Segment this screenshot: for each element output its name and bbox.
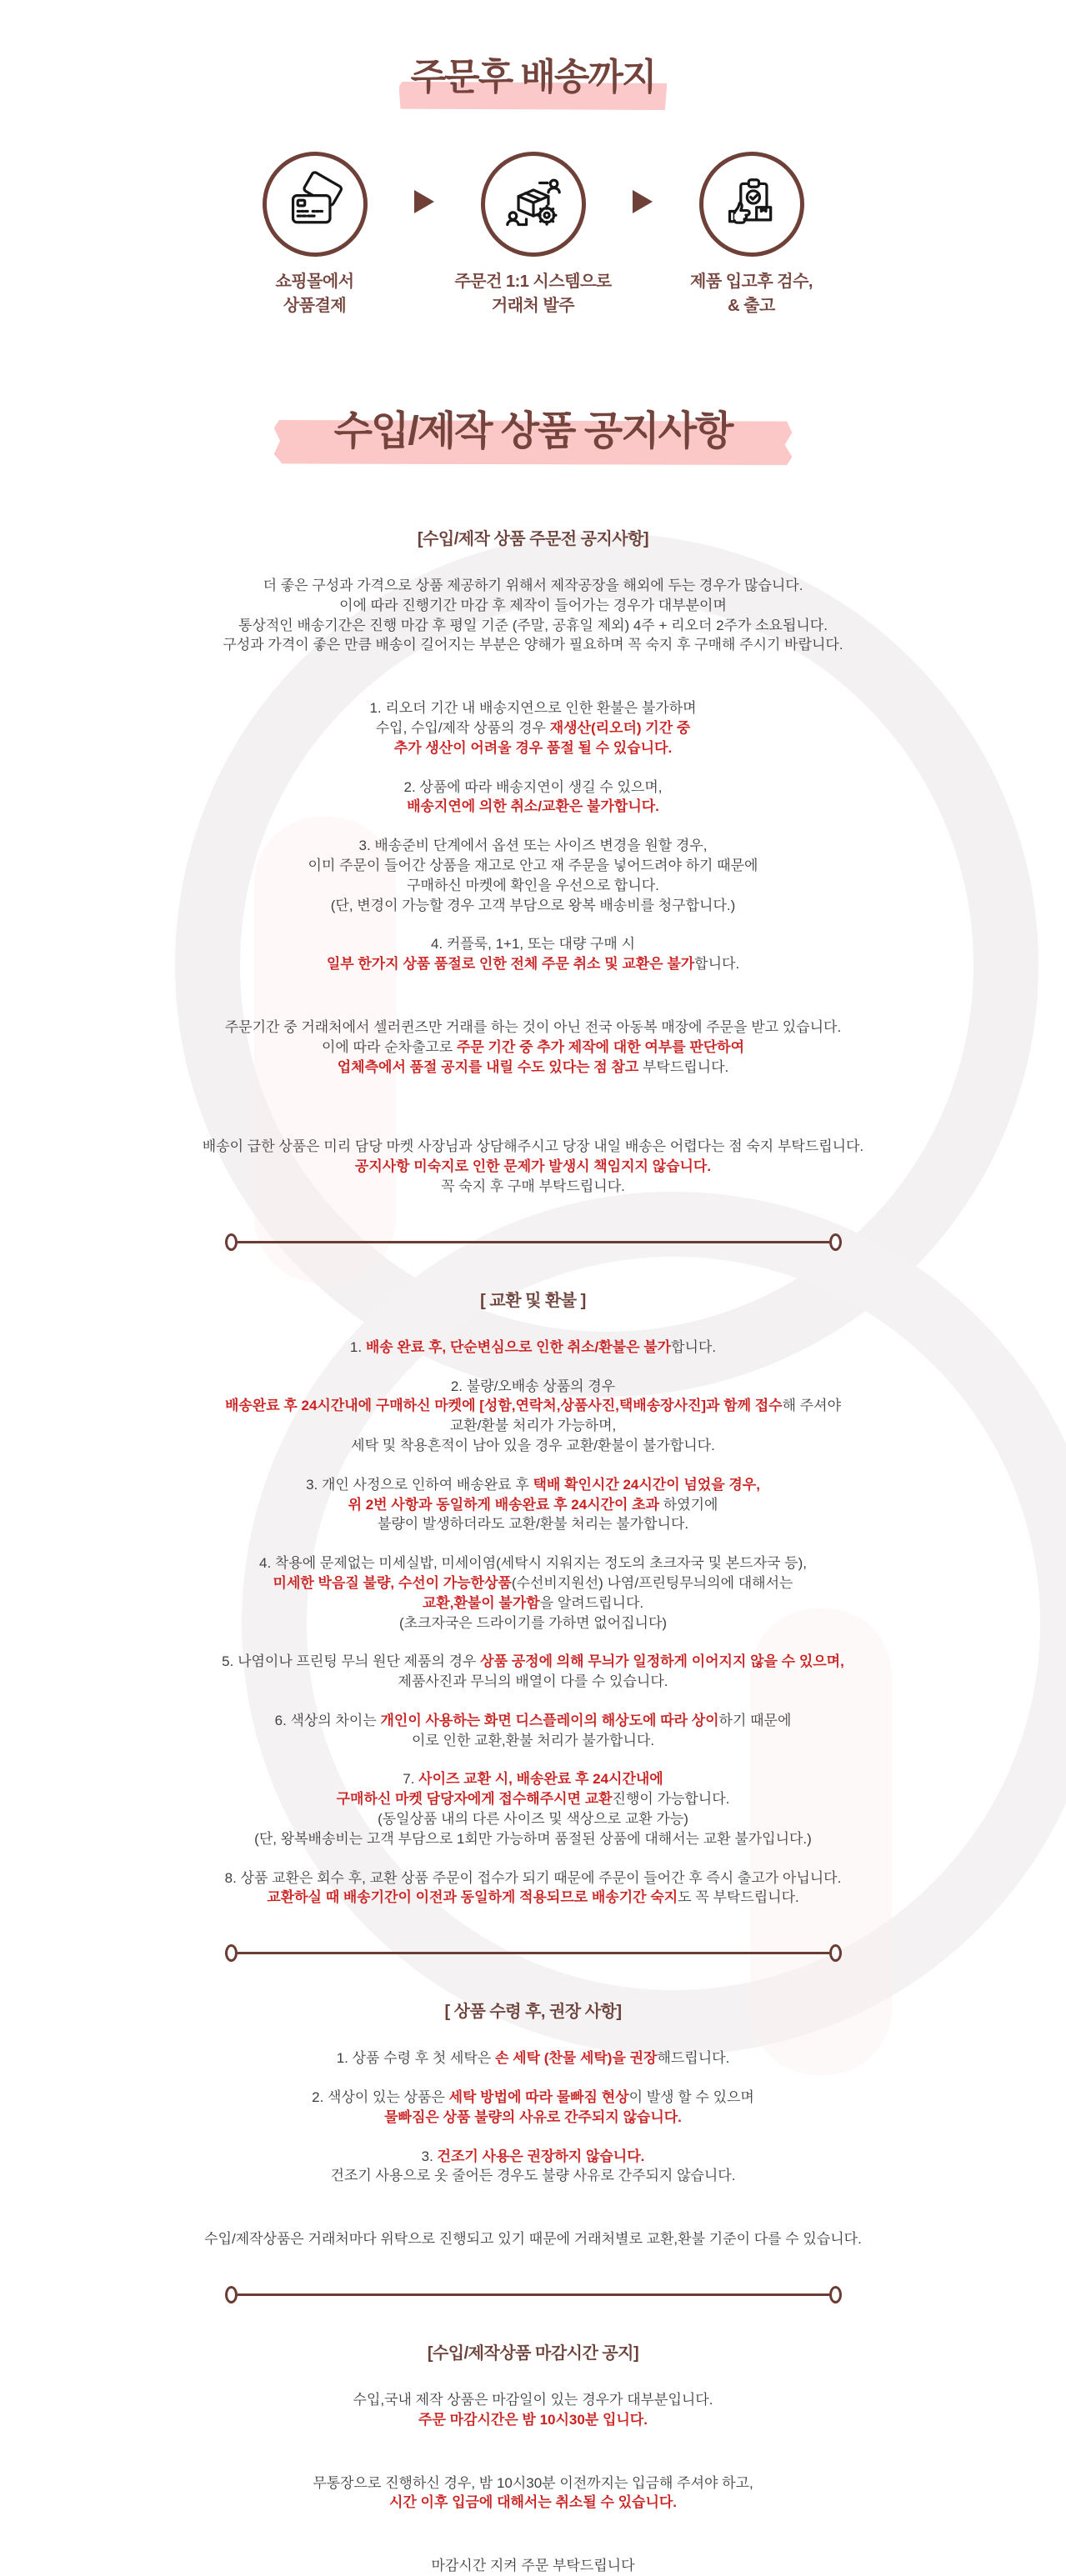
- text-line: [142, 2229, 925, 2249]
- body-text: 5. 나염이나 프린팅 무늬 원단 제품의 경우: [222, 1653, 480, 1669]
- paragraph: [142, 576, 925, 655]
- body-text: 6. 색상의 차이는: [275, 1713, 381, 1728]
- text-line: [142, 576, 925, 596]
- text-line: [142, 1436, 925, 1456]
- body-text: 이 발생 할 수 있으며: [629, 2089, 754, 2105]
- highlighted-text: 교환하실 때 배송기간이 이전과 동일하게 적용되므로 배송기간 숙지: [267, 1889, 678, 1905]
- highlighted-text: 주문 기간 중 추가 제작에 대한 여부를 판단하여: [457, 1039, 744, 1055]
- body-text: 3.: [422, 2148, 438, 2164]
- body-text: 7.: [403, 1771, 418, 1787]
- step-circle: [263, 152, 368, 257]
- text-line: [142, 896, 925, 916]
- highlighted-text: 배송완료 후 24시간내에 구매하신 마켓에 [성함,연락처,상품사진,택배송장사진]과 함께 접수: [225, 1398, 783, 1413]
- divider-ring-icon: [225, 1233, 238, 1251]
- paragraph: [142, 2088, 925, 2128]
- text-line: [142, 1038, 925, 1058]
- paragraph: [142, 1377, 925, 1456]
- text-line: [142, 1018, 925, 1038]
- body-text: 구매하신 마켓에 확인을 우선으로 합니다.: [407, 878, 659, 893]
- text-line: [142, 718, 925, 738]
- text-line: [142, 1868, 925, 1888]
- text-line: [142, 1553, 925, 1573]
- body-text: (단, 왕복배송비는 고객 부담으로 1회만 가능하며 품절된 상품에 대해서는 교환 불가입니다.): [254, 1831, 812, 1847]
- divider-ring-icon: [225, 2286, 238, 2303]
- body-text: 건조기 사용으로 옷 줄어든 경우도 불량 사유로 간주되지 않습니다.: [331, 2168, 736, 2183]
- highlighted-text: 주문 마감시간은 밤 10시30분 입니다.: [418, 2412, 648, 2428]
- body-text: 꼭 숙지 후 구매 부탁드립니다.: [441, 1178, 625, 1194]
- body-text: 하였기에: [659, 1497, 718, 1513]
- body-text: (단, 변경이 가능할 경우 고객 부담으로 왕복 배송비를 청구합니다.): [331, 898, 736, 913]
- paragraph: [142, 836, 925, 915]
- section-divider: [225, 1233, 842, 1251]
- paragraph: [142, 1475, 925, 1534]
- order-system-icon: [505, 176, 562, 233]
- text-line: [142, 596, 925, 616]
- text-line: [142, 616, 925, 636]
- step-label-line: 쇼핑몰에서: [218, 270, 412, 294]
- body-text: 부탁드립니다.: [638, 1059, 728, 1075]
- body-text: 1. 리오더 기간 내 배송지연으로 인한 환불은 불가하며: [369, 700, 696, 716]
- paragraph: [142, 2048, 925, 2068]
- notice-title: 수입/제작 상품 공지사항: [313, 398, 754, 456]
- body-text: 3. 개인 사정으로 인하여 배송완료 후: [306, 1477, 533, 1493]
- highlighted-text: 개인이 사용하는 화면 디스플레이의 해상도에 따라 상이: [381, 1713, 719, 1728]
- body-text: 도 꼭 부탁드립니다.: [678, 1889, 799, 1905]
- step-label-line: 주문건 1:1 시스템으로: [437, 270, 630, 294]
- highlighted-text: 미세한 박음질 불량, 수선이 가능한상품: [273, 1575, 512, 1591]
- paragraph: [142, 1868, 925, 1908]
- text-line: [142, 2088, 925, 2108]
- text-line: [142, 2556, 925, 2576]
- divider-line: [238, 1241, 829, 1243]
- text-line: [142, 1672, 925, 1692]
- body-text: 수입,국내 제작 상품은 마감일이 있는 경우가 대부분입니다.: [353, 2392, 713, 2408]
- body-text: 이에 따라 진행기간 마감 후 제작이 들어가는 경우가 대부분이며: [339, 598, 727, 613]
- highlighted-text: 추가 생산이 어려울 경우 품절 될 수 있습니다.: [394, 740, 672, 756]
- body-text: 2. 불량/오배송 상품의 경우: [451, 1378, 615, 1394]
- step-arrow: [630, 190, 655, 218]
- body-text: 불량이 발생하더라도 교환/환불 처리는 불가합니다.: [378, 1516, 688, 1532]
- body-text: 배송이 급한 상품은 미리 담당 마켓 사장님과 상담해주시고 당장 내일 배송은 어렵다는 점 숙지 부탁드립니다.: [203, 1138, 863, 1154]
- inspection-icon: [723, 176, 780, 233]
- highlighted-text: 재생산(리오더) 기간 중: [550, 720, 691, 736]
- highlighted-text: 일부 한가지 상품 품절로 인한 전체 주문 취소 및 교환은 불가: [327, 956, 694, 972]
- text-line: [142, 797, 925, 817]
- text-line: [142, 1789, 925, 1809]
- highlighted-text: 공지사항 미숙지로 인한 문제가 발생시 책임지지 않습니다.: [355, 1158, 711, 1174]
- text-line: [142, 1396, 925, 1416]
- body-text: 통상적인 배송기간은 진행 마감 후 평일 기준 (주말, 공휴일 제외) 4주 + 리오더 2주가 소요됩니다.: [238, 618, 828, 633]
- step-label-line: 제품 입고후 검수,: [655, 270, 848, 294]
- section-heading: [수입/제작상품 마감시간 공지]: [117, 2342, 950, 2365]
- notice-title-row: [117, 398, 950, 456]
- body-text: 1.: [350, 1339, 366, 1355]
- body-text: 하기 때문에: [719, 1713, 792, 1728]
- divider-ring-icon: [829, 1944, 842, 1962]
- text-line: [142, 635, 925, 655]
- section-divider: [225, 1944, 842, 1962]
- text-line: [142, 778, 925, 798]
- paragraph: [142, 2473, 925, 2513]
- divider-line: [238, 1952, 829, 1954]
- credit-card-icon: [287, 176, 343, 233]
- body-text: 진행이 가능합니다.: [613, 1791, 730, 1807]
- text-line: [142, 856, 925, 876]
- text-line: [142, 738, 925, 758]
- text-line: [142, 2048, 925, 2068]
- body-text: 구성과 가격이 좋은 만큼 배송이 길어지는 부분은 양해가 필요하며 꼭 숙지 후 구매해 주시기 바랍니다.: [223, 637, 843, 653]
- body-text: 4. 착용에 문제없는 미세실밥, 미세이염(세탁시 지워지는 정도의 초크자국 및 본드자국 등),: [259, 1555, 807, 1571]
- step-label: [218, 270, 412, 318]
- step-circle: [481, 152, 586, 257]
- delivery-process-title-row: [117, 0, 950, 100]
- shipping-notice-page: [117, 0, 950, 2417]
- body-text: 주문기간 중 거래처에서 셀러퀸즈만 거래를 하는 것이 아닌 전국 아동복 매장에 주문을 받고 있습니다.: [225, 1019, 841, 1035]
- text-line: [142, 1377, 925, 1397]
- step-arrow: [412, 190, 437, 218]
- paragraph: [142, 1137, 925, 1196]
- text-line: [142, 2390, 925, 2410]
- highlighted-text: 시간 이후 입금에 대해서는 취소될 수 있습니다.: [389, 2494, 677, 2510]
- arrow-right-icon: [633, 190, 653, 213]
- text-line: [142, 1809, 925, 1829]
- highlighted-text: 세탁 방법에 따라 물빠짐 현상: [449, 2089, 629, 2105]
- body-text: 합니다.: [671, 1339, 716, 1355]
- body-text: 해 주셔야: [783, 1398, 841, 1413]
- section-heading: [수입/제작 상품 주문전 공지사항]: [117, 528, 950, 551]
- process-step-payment: [218, 152, 412, 318]
- step-label: [437, 270, 630, 318]
- section-heading: [ 상품 수령 후, 권장 사항]: [117, 2000, 950, 2023]
- text-line: [142, 1613, 925, 1633]
- text-line: [142, 1573, 925, 1593]
- body-text: 2. 색상이 있는 상품은: [312, 2089, 448, 2105]
- body-text: 수입, 수입/제작 상품의 경우: [376, 720, 550, 736]
- step-label-line: 상품결제: [218, 294, 412, 318]
- section-heading: [ 교환 및 환불 ]: [117, 1289, 950, 1313]
- body-text: 수입/제작상품은 거래처마다 위탁으로 진행되고 있기 때문에 거래처별로 교환,환불 기준이 다를 수 있습니다.: [204, 2231, 862, 2247]
- highlighted-text: 업체측에서 품절 공지를 내릴 수도 있다는 점 참고: [338, 1059, 639, 1075]
- text-line: [142, 2410, 925, 2430]
- paragraph: [142, 1769, 925, 1848]
- text-line: [142, 698, 925, 718]
- paragraph: [142, 2147, 925, 2187]
- text-line: [142, 2166, 925, 2186]
- body-text: 무통장으로 진행하신 경우, 밤 10시30분 이전까지는 입금해 주셔야 하고,: [313, 2475, 753, 2491]
- text-line: [142, 1416, 925, 1436]
- text-line: [142, 2147, 925, 2167]
- highlighted-text: 배송지연에 의한 취소/교환은 불가합니다.: [407, 798, 659, 814]
- text-line: [142, 2493, 925, 2513]
- highlighted-text: 상품 공정에 의해 무늬가 일정하게 이어지지 않을 수 있으며,: [480, 1653, 844, 1669]
- paragraph: [142, 698, 925, 758]
- paragraph: [142, 1338, 925, 1358]
- paragraph: [142, 1018, 925, 1077]
- paragraph: [142, 1711, 925, 1751]
- body-text: 세탁 및 착용흔적이 남아 있을 경우 교환/환불이 불가합니다.: [351, 1438, 715, 1453]
- body-text: 3. 배송준비 단계에서 옵션 또는 사이즈 변경을 원할 경우,: [359, 838, 708, 853]
- text-line: [142, 2473, 925, 2493]
- highlighted-text: 배송 완료 후, 단순변심으로 인한 취소/환불은 불가: [366, 1339, 671, 1355]
- section-divider: [225, 2286, 842, 2303]
- highlighted-text: 손 세탁 (찬물 세탁)을 권장: [495, 2050, 657, 2066]
- step-label-line: & 출고: [655, 294, 848, 318]
- body-text: (동일상품 내의 다른 사이즈 및 색상으로 교환 가능): [378, 1811, 688, 1827]
- body-text: 이로 인한 교환,환불 처리가 불가합니다.: [412, 1733, 654, 1748]
- process-step-order-system: [437, 152, 630, 318]
- body-text: 마감시간 지켜 주문 부탁드립니다: [431, 2558, 634, 2573]
- paragraph: [142, 2556, 925, 2576]
- body-text: 제품사진과 무늬의 배열이 다를 수 있습니다.: [398, 1673, 668, 1689]
- highlighted-text: 구매하신 마켓 담당자에게 접수해주시면 교환: [337, 1791, 613, 1807]
- text-line: [142, 1177, 925, 1197]
- arrow-right-icon: [414, 190, 434, 213]
- paragraph: [142, 934, 925, 974]
- highlighted-text: 택배 확인시간 24시간이 넘었을 경우,: [533, 1477, 760, 1493]
- body-text: 을 알려드립니다.: [540, 1595, 643, 1611]
- body-text: 합니다.: [694, 956, 739, 972]
- paragraph: [142, 1652, 925, 1692]
- body-text: 8. 상품 교환은 회수 후, 교환 상품 주문이 접수가 되기 때문에 주문이 들어간 후 즉시 출고가 아닙니다.: [225, 1870, 842, 1886]
- text-line: [142, 1338, 925, 1358]
- process-steps: [117, 152, 950, 318]
- text-line: [142, 1495, 925, 1515]
- notice-content: [117, 528, 950, 2576]
- body-text: (초크자국은 드라이기를 가하면 없어집니다): [399, 1615, 667, 1631]
- divider-line: [238, 2293, 829, 2296]
- body-text: 1. 상품 수령 후 첫 세탁은: [337, 2050, 495, 2066]
- page-title: 주문후 배송까지: [411, 47, 656, 100]
- text-line: [142, 2108, 925, 2128]
- text-line: [142, 1137, 925, 1157]
- text-line: [142, 1731, 925, 1751]
- highlighted-text: 위 2번 사항과 동일하게 배송완료 후 24시간이 초과: [348, 1497, 659, 1513]
- step-label: [655, 270, 848, 318]
- process-step-inspection: [655, 152, 848, 318]
- text-line: [142, 1888, 925, 1908]
- text-line: [142, 954, 925, 974]
- text-line: [142, 876, 925, 896]
- body-text: (수선비지원선) 나염/프린팅무늬의에 대해서는: [512, 1575, 793, 1591]
- body-text: 이에 따라 순차출고로: [322, 1039, 457, 1055]
- step-label-line: 거래처 발주: [437, 294, 630, 318]
- body-text: 이미 주문이 들어간 상품을 재고로 안고 재 주문을 넣어드려야 하기 때문에: [308, 858, 758, 873]
- paragraph: [142, 2229, 925, 2249]
- paragraph: [142, 778, 925, 818]
- text-line: [142, 934, 925, 954]
- text-line: [142, 1829, 925, 1849]
- divider-ring-icon: [225, 1944, 238, 1962]
- step-circle: [699, 152, 804, 257]
- text-line: [142, 836, 925, 856]
- highlighted-text: 사이즈 교환 시, 배송완료 후 24시간내에: [418, 1771, 663, 1787]
- divider-ring-icon: [829, 2286, 842, 2303]
- body-text: 교환/환불 처리가 가능하며,: [450, 1418, 617, 1433]
- body-text: 더 좋은 구성과 가격으로 상품 제공하기 위해서 제작공장을 해외에 두는 경우가 많습니다.: [263, 578, 803, 593]
- text-line: [142, 1058, 925, 1078]
- text-line: [142, 1157, 925, 1177]
- paragraph: [142, 2390, 925, 2430]
- body-text: 2. 상품에 따라 배송지연이 생길 수 있으며,: [404, 779, 663, 795]
- text-line: [142, 1593, 925, 1613]
- text-line: [142, 1514, 925, 1534]
- text-line: [142, 1652, 925, 1672]
- text-line: [142, 1475, 925, 1495]
- highlighted-text: 건조기 사용은 권장하지 않습니다.: [438, 2148, 645, 2164]
- paragraph: [142, 1553, 925, 1633]
- divider-ring-icon: [829, 1233, 842, 1251]
- body-text: 해드립니다.: [657, 2050, 729, 2066]
- text-line: [142, 1769, 925, 1789]
- highlighted-text: 물빠짐은 상품 불량의 사유로 간주되지 않습니다.: [384, 2109, 682, 2125]
- body-text: 4. 커플룩, 1+1, 또는 대량 구매 시: [431, 936, 635, 952]
- highlighted-text: 교환,환불이 불가함: [423, 1595, 540, 1611]
- text-line: [142, 1711, 925, 1731]
